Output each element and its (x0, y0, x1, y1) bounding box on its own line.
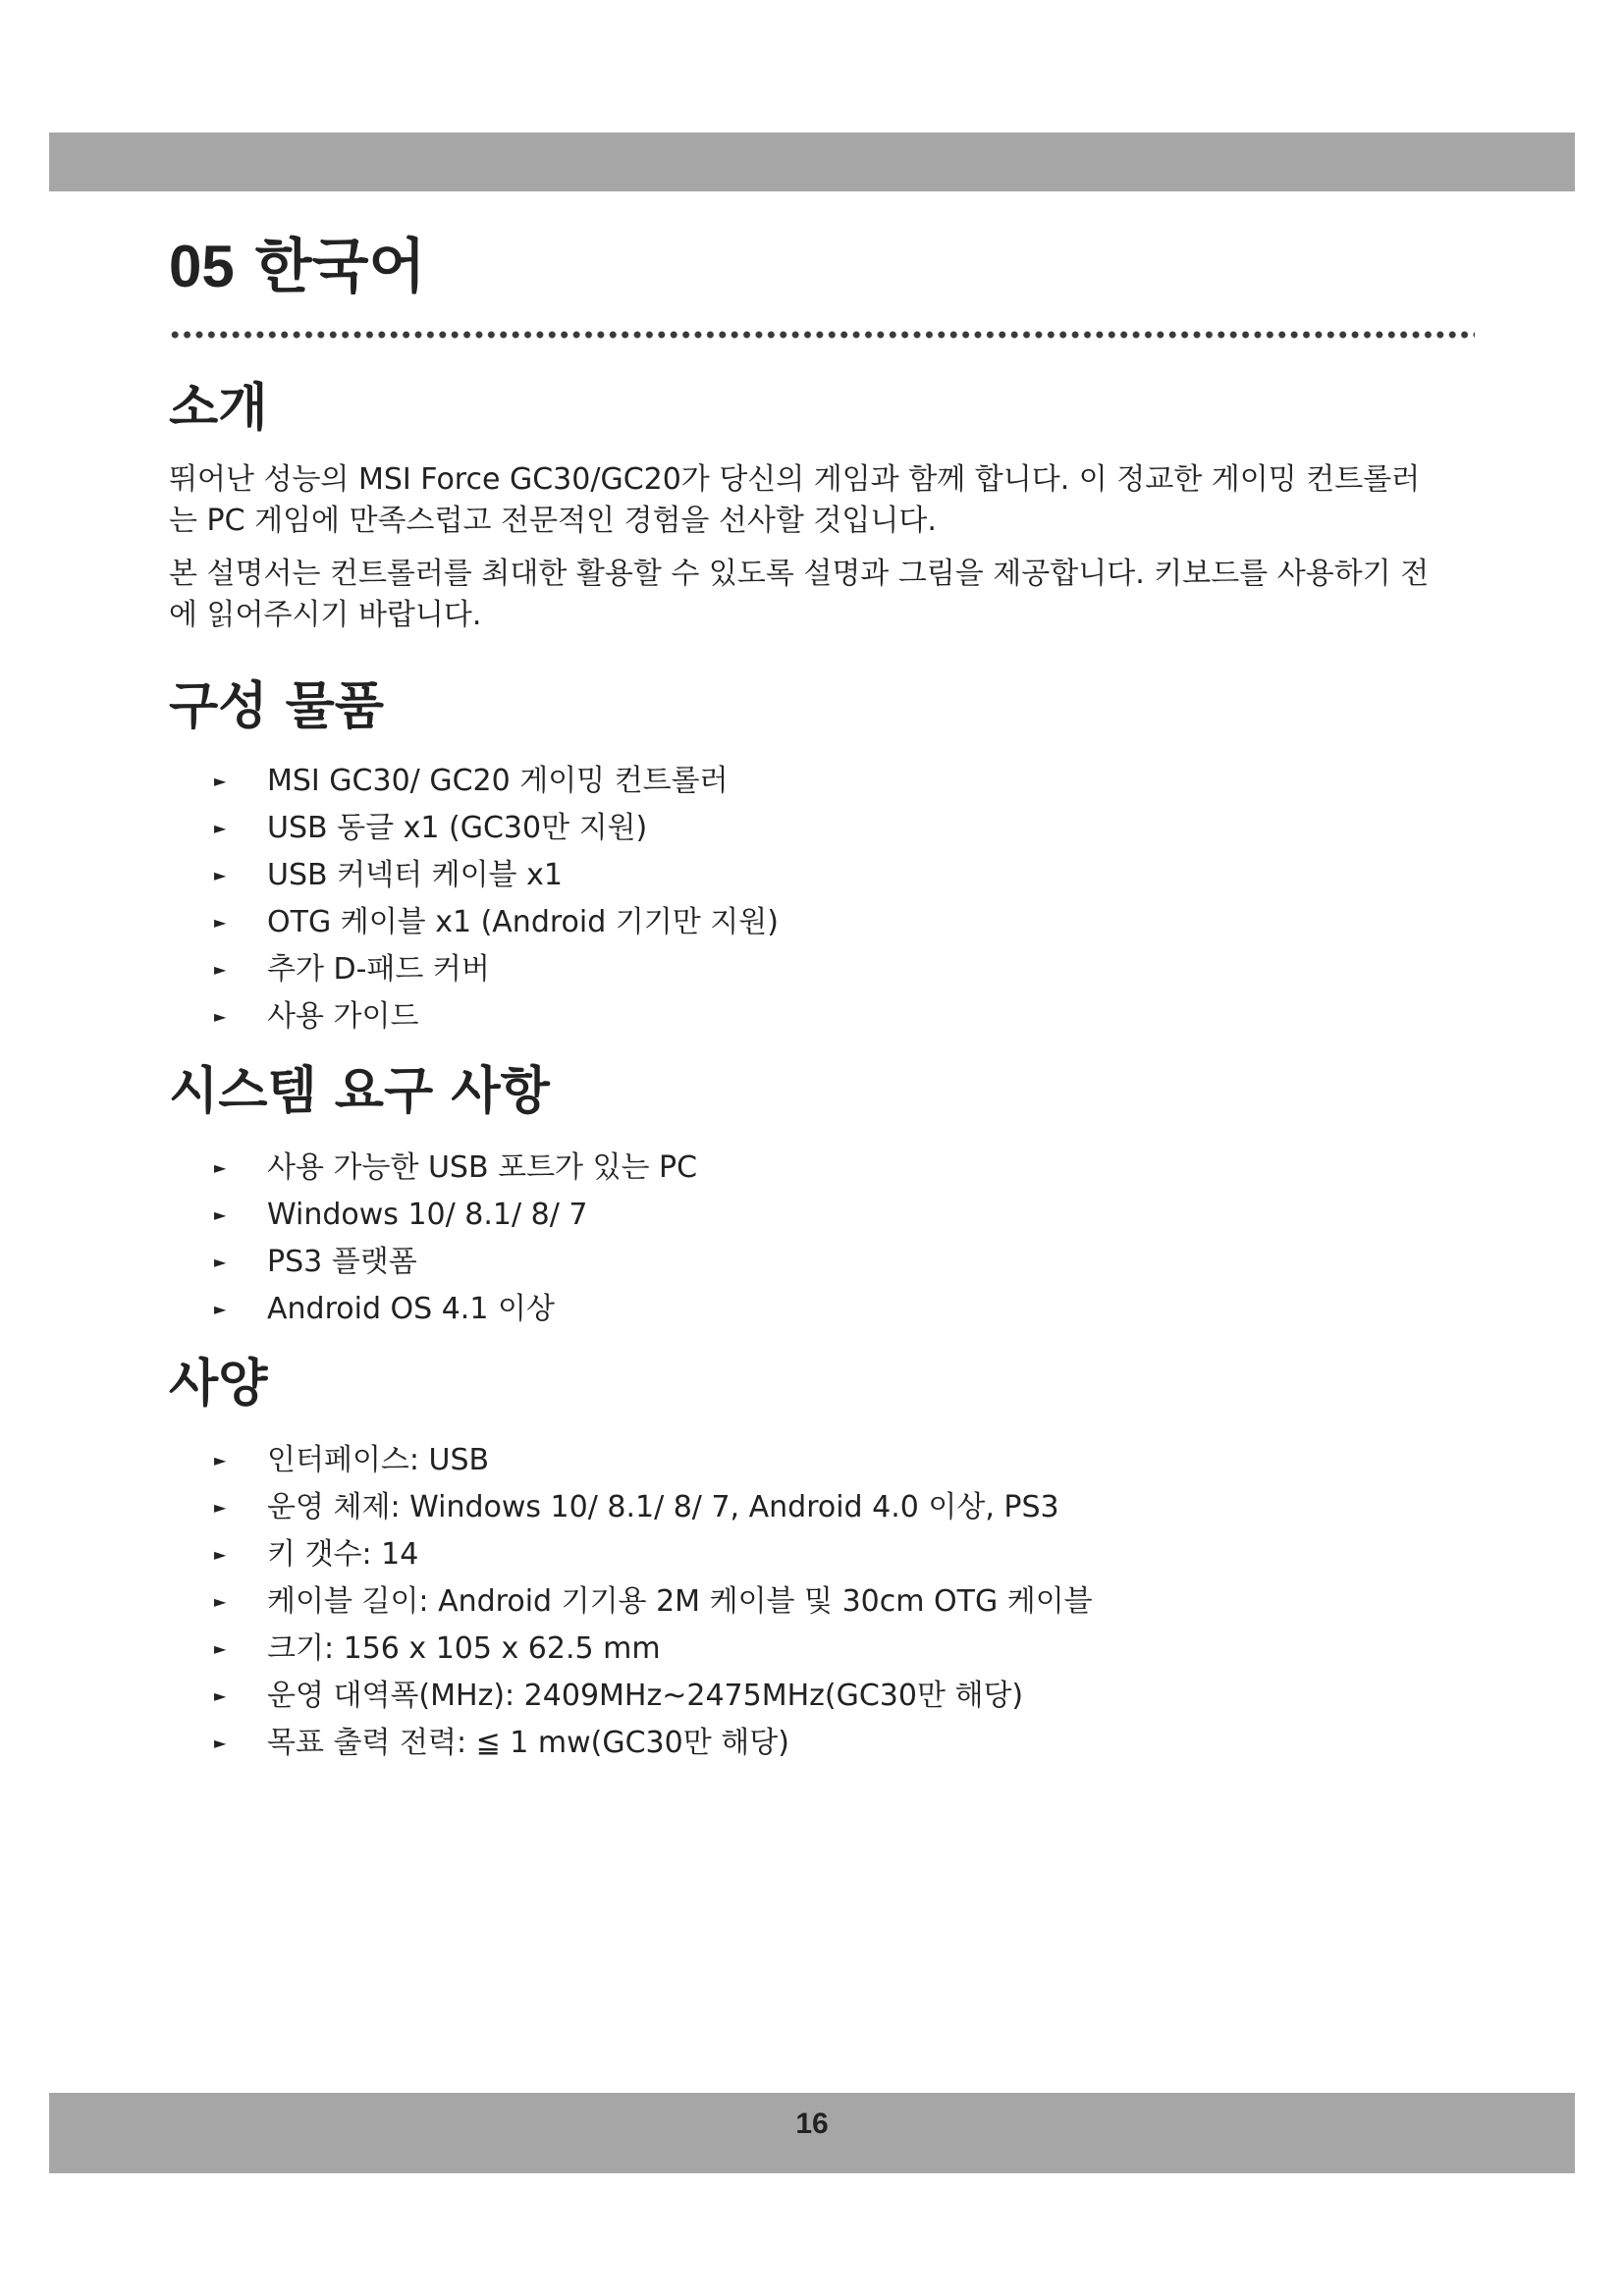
bullet-triangle-icon: ► (214, 1451, 227, 1469)
list-item (169, 1720, 1445, 1767)
bullet-triangle-icon: ► (214, 1253, 227, 1271)
requirements-list (169, 1145, 1445, 1333)
list-item-text: 목표 출력 전력: ≦ 1 mw(GC30만 해당) (267, 1726, 789, 1760)
list-item (169, 993, 1445, 1041)
list-item (169, 1578, 1445, 1626)
section-heading-package: 구성 물품 (169, 677, 385, 736)
page-number: 16 (795, 2108, 829, 2140)
chapter-title (169, 228, 1445, 306)
bullet-triangle-icon: ► (214, 960, 227, 979)
list-item (169, 1626, 1445, 1673)
bullet-triangle-icon: ► (214, 1007, 227, 1026)
list-item-text: PS3 플랫폼 (267, 1245, 417, 1279)
intro-paragraph-2: 본 설명서는 컨트롤러를 최대한 활용할 수 있도록 설명과 그림을 제공합니다. 키보드를 사용하기 전에 읽어주시기 바랍니다. (169, 557, 1430, 632)
specs-list (169, 1437, 1445, 1767)
bullet-triangle-icon: ► (214, 1592, 227, 1611)
list-item-text: 운영 체제: Windows 10/ 8.1/ 8/ 7, Android 4.0 이상, PS3 (267, 1490, 1059, 1524)
list-item-text: 인터페이스: USB (267, 1443, 490, 1477)
list-item (169, 758, 1445, 805)
bullet-triangle-icon: ► (214, 1205, 227, 1224)
list-item (169, 1673, 1445, 1720)
list-item (169, 946, 1445, 993)
list-item (169, 899, 1445, 946)
bullet-triangle-icon: ► (214, 1639, 227, 1658)
list-item-text: OTG 케이블 x1 (Android 기기만 지원) (267, 905, 779, 939)
list-item-text: 사용 가능한 USB 포트가 있는 PC (267, 1150, 698, 1185)
bullet-triangle-icon: ► (214, 1545, 227, 1564)
list-item-text: 크기: 156 x 105 x 62.5 mm (267, 1631, 661, 1666)
page-content (169, 228, 1445, 1767)
bullet-triangle-icon: ► (214, 1498, 227, 1517)
list-item (169, 1286, 1445, 1333)
bullet-triangle-icon: ► (214, 866, 227, 884)
bullet-triangle-icon: ► (214, 819, 227, 837)
list-item-text: 사용 가이드 (267, 999, 419, 1034)
list-item-text: 운영 대역폭(MHz): 2409MHz~2475MHz(GC30만 해당) (267, 1679, 1024, 1713)
footer-bar (49, 2093, 1575, 2173)
dotted-divider (169, 330, 1475, 340)
list-item (169, 1145, 1445, 1192)
list-item-text: USB 커넥터 케이블 x1 (267, 858, 563, 892)
bullet-triangle-icon: ► (214, 772, 227, 790)
list-item-text: USB 동글 x1 (GC30만 지원) (267, 811, 648, 845)
list-item-text: 추가 D-패드 커버 (267, 952, 490, 987)
bullet-triangle-icon: ► (214, 1300, 227, 1318)
list-item (169, 1437, 1445, 1484)
list-item (169, 1484, 1445, 1531)
list-item-text: MSI GC30/ GC20 게이밍 컨트롤러 (267, 764, 729, 798)
list-item (169, 805, 1445, 852)
list-item (169, 852, 1445, 899)
bullet-triangle-icon: ► (214, 1686, 227, 1705)
chapter-number: 05 (169, 234, 235, 299)
list-item (169, 1531, 1445, 1578)
list-item-text: 키 갯수: 14 (267, 1537, 419, 1572)
list-item (169, 1192, 1445, 1239)
section-heading-intro: 소개 (169, 379, 268, 438)
list-item-text: 케이블 길이: Android 기기용 2M 케이블 및 30cm OTG 케이블 (267, 1584, 1093, 1619)
bullet-triangle-icon: ► (214, 1158, 227, 1177)
header-bar (49, 133, 1575, 191)
list-item-text: Android OS 4.1 이상 (267, 1292, 555, 1326)
section-heading-specs: 사양 (169, 1355, 268, 1414)
intro-paragraph-1: 뛰어난 성능의 MSI Force GC30/GC20가 당신의 게임과 함께 합니다. 이 정교한 게이밍 컨트롤러는 PC 게임에 만족스럽고 전문적인 경험을 선사할 것입니다. (169, 462, 1421, 538)
chapter-name: 한국어 (254, 233, 426, 301)
list-item-text: Windows 10/ 8.1/ 8/ 7 (267, 1198, 588, 1232)
bullet-triangle-icon: ► (214, 1734, 227, 1752)
section-heading-requirements: 시스템 요구 사항 (169, 1062, 550, 1121)
package-list (169, 758, 1445, 1041)
list-item (169, 1239, 1445, 1286)
bullet-triangle-icon: ► (214, 913, 227, 932)
